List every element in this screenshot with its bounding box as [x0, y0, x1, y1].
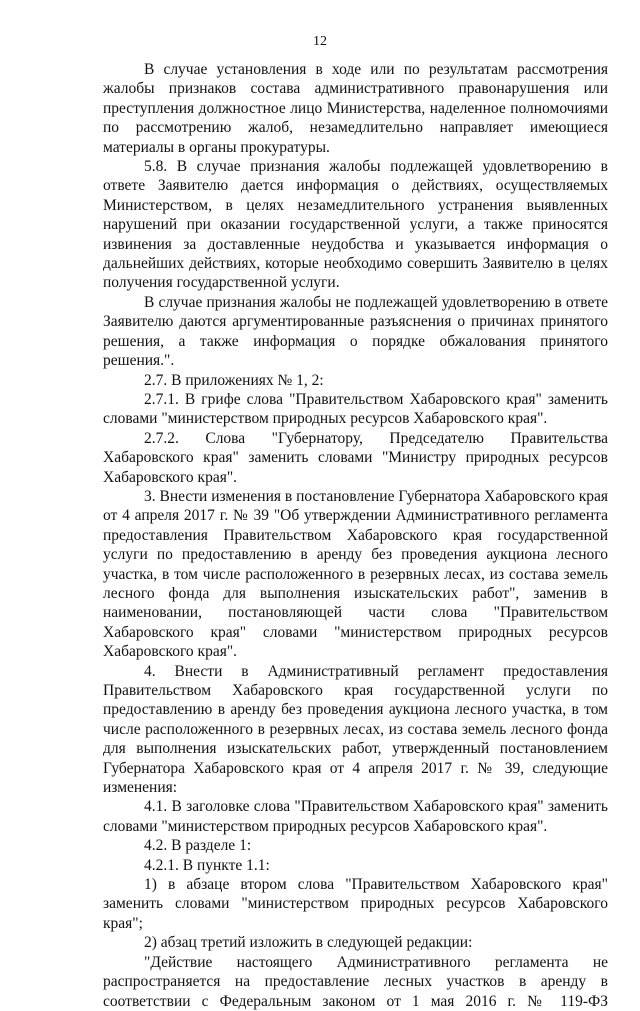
paragraph-2-7-2: 2.7.2. Слова "Губернатору, Председателю Правительства Хабаровского края" заменить словами "Министру природных ресурсов Хабаровского края". — [103, 429, 608, 486]
paragraph-complaint-crime: В случае установления в ходе или по результатам рассмотрения жалобы признаков состава административного правонарушения или преступления должностное лицо Министерства, наделенное полномочиями по рассмотрению жалоб, незамедлительно направляет имеющиеся материалы в органы прокуратуры. — [103, 61, 608, 156]
paragraph-quote-start: "Действие настоящего Административного регламента не распространяется на предоставление лесных участков в аренду в соответствии с Федеральным законом от 1 мая 2016 г. № 119-ФЗ — [103, 953, 608, 1010]
paragraph-3: 3. Внести изменения в постановление Губернатора Хабаровского края от 4 апреля 2017 г. № 39 "Об утверждении Административного регламента предоставления Правительством Хабаровского края государственной услуги по предоставлению в аренду без проведения аукциона лесного участка, в том числе расположенного в резервных лесах, из состава земель лесного фонда для выполнения изыскательских работ", заменив в наименовании, постановляющей части слова "Правительством Хабаровского края" словами "министерством природных ресурсов Хабаровского края". — [103, 487, 608, 661]
paragraph-2-7-1: 2.7.1. В грифе слова "Правительством Хабаровского края" заменить словами "министерством природных ресурсов Хабаровского края". — [103, 390, 608, 428]
paragraph-5-8: 5.8. В случае признания жалобы подлежащей удовлетворению в ответе Заявителю дается информация о действиях, осуществляемых Министерством, в целях незамедлительного устранения выявленных нарушений при оказании государственной услуги, а также приносятся извинения за доставленные неудобства и указывается информация о дальнейших действиях, которые необходимо совершить Заявителю в целях получения государственной услуги. — [103, 158, 608, 292]
page-number: 12 — [313, 34, 327, 49]
paragraph-item-1: 1) в абзаце втором слова "Правительством Хабаровского края" заменить словами "министерством природных ресурсов Хабаровского края"; — [103, 876, 608, 932]
paragraph-4: 4. Внести в Административный регламент предоставления Правительством Хабаровского края государственной услуги по предоставлению в аренду без проведения аукциона лесного участка, в том числе расположенного в резервных лесах, из состава земель лесного фонда для выполнения изыскательских работ, утвержденный постановлением Губернатора Хабаровского края от 4 апреля 2017 г. № 39, следующие изменения: — [103, 662, 608, 797]
paragraph-item-2: 2) абзац третий изложить в следующей редакции: — [144, 934, 473, 952]
page-body — [103, 60, 608, 1011]
paragraph-4-2: 4.2. В разделе 1: — [144, 837, 252, 855]
paragraph-2-7: 2.7. В приложениях № 1, 2: — [144, 371, 324, 389]
paragraph-4-2-1: 4.2.1. В пункте 1.1: — [144, 856, 270, 874]
paragraph-complaint-rejected: В случае признания жалобы не подлежащей удовлетворению в ответе Заявителю даются аргументированные разъяснения о причинах принятого решения, а также информация о порядке обжалования принятого решения.". — [103, 293, 608, 370]
paragraph-4-1: 4.1. В заголовке слова "Правительством Хабаровского края" заменить словами "министерством природных ресурсов Хабаровского края". — [103, 798, 608, 835]
